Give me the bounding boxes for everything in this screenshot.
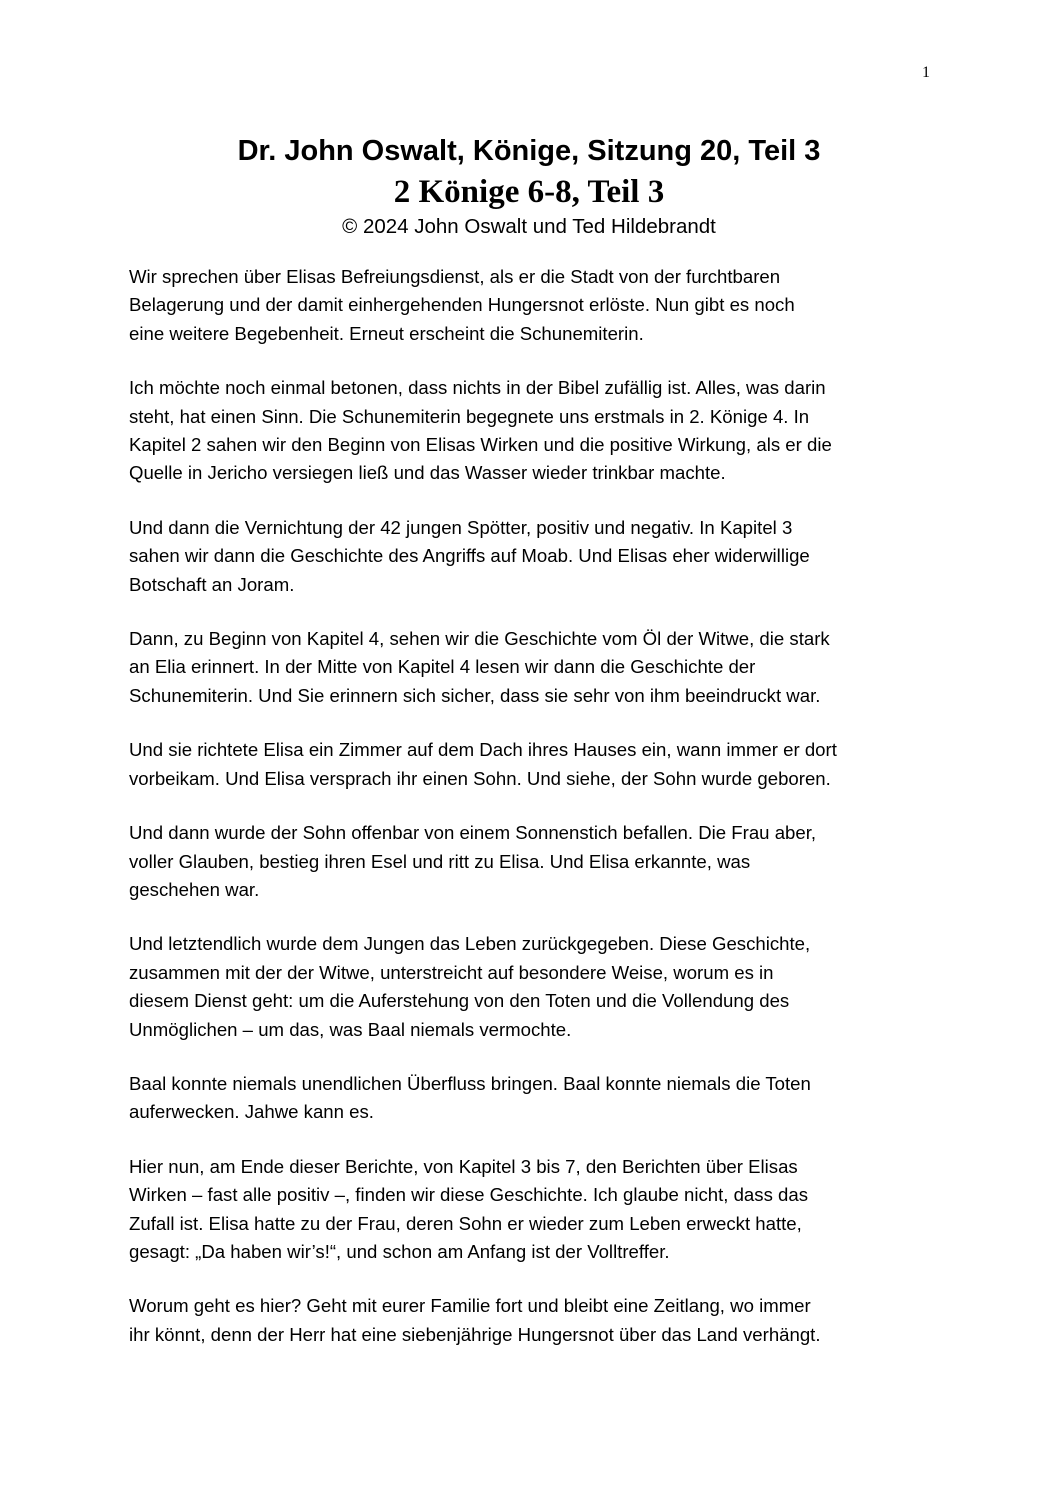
paragraph-line: ihr könnt, denn der Herr hat eine siebenjährige Hungersnot über das Land verhängt.	[129, 1323, 821, 1345]
paragraph-line: Wir sprechen über Elisas Befreiungsdienst, als er die Stadt von der furchtbaren	[129, 266, 781, 287]
paragraph-line: diesem Dienst geht: um die Auferstehung von den Toten und die Vollendung des	[129, 990, 790, 1012]
body-paragraph	[129, 1070, 944, 1127]
body-paragraph	[129, 930, 944, 1044]
document-body	[129, 263, 944, 1375]
paragraph-line: an Elia erinnert. In der Mitte von Kapitel 4 lesen wir dann die Geschichte der	[129, 656, 756, 678]
paragraph-line: Botschaft an Joram.	[129, 573, 295, 595]
paragraph-line: sahen wir dann die Geschichte des Angriffs auf Moab. Und Elisas eher widerwillige	[129, 545, 810, 567]
paragraph-line: Unmöglichen – um das, was Baal niemals vermochte.	[129, 1018, 572, 1040]
paragraph-line: Wirken – fast alle positiv –, finden wir diese Geschichte. Ich glaube nicht, dass das	[129, 1184, 809, 1206]
paragraph-line: Worum geht es hier? Geht mit eurer Familie fort und bleibt eine Zeitlang, wo immer	[129, 1295, 811, 1317]
paragraph-line: voller Glauben, bestieg ihren Esel und ritt zu Elisa. Und Elisa erkannte, was	[129, 850, 751, 872]
paragraph-line: Ich möchte noch einmal betonen, dass nichts in der Bibel zufällig ist. Alles, was darin	[129, 377, 826, 399]
document-header	[0, 131, 1058, 241]
paragraph-line: Kapitel 2 sahen wir den Beginn von Elisas Wirken und die positive Wirkung, als er die	[129, 434, 832, 456]
paragraph-line: Belagerung und der damit einhergehenden Hungersnot erlöste. Nun gibt es noch	[129, 294, 795, 316]
paragraph-line: Zufall ist. Elisa hatte zu der Frau, deren Sohn er wieder zum Leben erweckt hatte,	[129, 1212, 802, 1234]
document-title: Dr. John Oswalt, Könige, Sitzung 20, Teil 3	[237, 135, 821, 167]
body-paragraph	[129, 736, 944, 793]
paragraph-line: Schunemiterin. Und Sie erinnern sich sicher, dass sie sehr von ihm beeindruckt war.	[129, 684, 821, 706]
paragraph-line: Und dann wurde der Sohn offenbar von einem Sonnenstich befallen. Die Frau aber,	[129, 822, 817, 844]
body-paragraph	[129, 514, 944, 599]
page-number: 1	[922, 64, 930, 81]
paragraph-line: auferwecken. Jahwe kann es.	[129, 1101, 374, 1123]
paragraph-line: steht, hat einen Sinn. Die Schunemiterin begegnete uns erstmals in 2. Könige 4. In	[129, 405, 810, 427]
paragraph-line: gesagt: „Da haben wir’s!“, und schon am Anfang ist der Volltreffer.	[129, 1240, 670, 1262]
body-paragraph	[129, 263, 944, 348]
paragraph-line: Hier nun, am Ende dieser Berichte, von Kapitel 3 bis 7, den Berichten über Elisas	[129, 1155, 798, 1177]
paragraph-line: Und sie richtete Elisa ein Zimmer auf dem Dach ihres Hauses ein, wann immer er dort	[129, 739, 837, 761]
document-subtitle: 2 Könige 6-8, Teil 3	[393, 174, 665, 210]
paragraph-line: Quelle in Jericho versiegen ließ und das Wasser wieder trinkbar machte.	[129, 462, 726, 484]
paragraph-line: eine weitere Begebenheit. Erneut erscheint die Schunemiterin.	[129, 322, 644, 344]
paragraph-line: vorbeikam. Und Elisa versprach ihr einen Sohn. Und siehe, der Sohn wurde geboren.	[129, 767, 831, 789]
copyright-notice: © 2024 John Oswalt und Ted Hildebrandt	[342, 215, 716, 238]
body-paragraph	[129, 1292, 944, 1349]
paragraph-line: Baal konnte niemals unendlichen Überfluss bringen. Baal konnte niemals die Toten	[129, 1072, 811, 1094]
body-paragraph	[129, 819, 944, 904]
paragraph-line: geschehen war.	[129, 878, 260, 900]
paragraph-line: Und dann die Vernichtung der 42 jungen Spötter, positiv und negativ. In Kapitel 3	[129, 516, 793, 538]
body-paragraph	[129, 625, 944, 710]
body-paragraph	[129, 374, 944, 488]
body-paragraph	[129, 1153, 944, 1267]
paragraph-line: Dann, zu Beginn von Kapitel 4, sehen wir die Geschichte vom Öl der Witwe, die stark	[129, 628, 830, 650]
paragraph-line: Und letztendlich wurde dem Jungen das Leben zurückgegeben. Diese Geschichte,	[129, 933, 811, 955]
paragraph-line: zusammen mit der der Witwe, unterstreicht auf besondere Weise, worum es in	[129, 961, 774, 983]
